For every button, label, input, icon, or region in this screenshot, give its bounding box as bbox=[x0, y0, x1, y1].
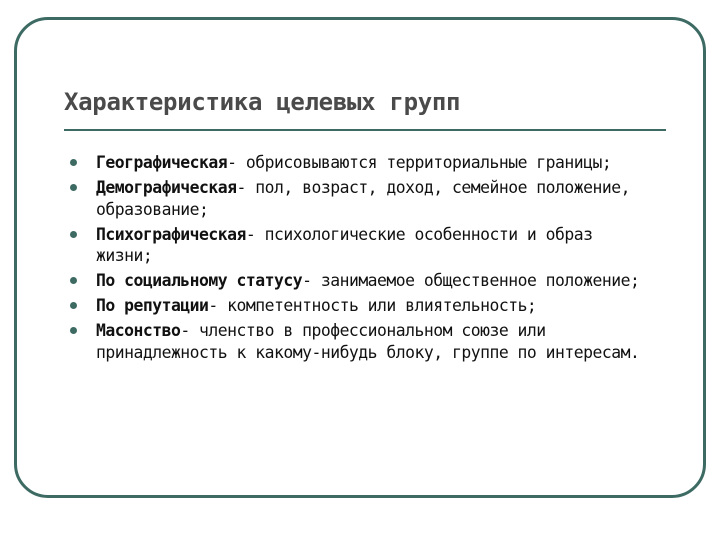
slide-title: Характеристика целевых групп bbox=[64, 88, 461, 116]
bullet-term: Демографическая bbox=[96, 178, 237, 197]
bullet-text: - психологические особенности и образ жизни; bbox=[96, 224, 593, 265]
bullet-item-social-status bbox=[70, 270, 650, 292]
bullet-item-masonry bbox=[70, 320, 650, 363]
title-underline bbox=[64, 129, 666, 131]
bullet-icon bbox=[70, 277, 77, 284]
bullet-text: - обрисовываются территориальные границы; bbox=[227, 153, 612, 172]
bullet-item-geographic bbox=[70, 152, 650, 174]
bullet-icon bbox=[70, 231, 77, 238]
bullet-text: - членство в профессиональном союзе или принадлежность к какому-нибудь блоку, группе по интересам. bbox=[96, 321, 640, 362]
bullet-term: Масонство bbox=[96, 321, 181, 340]
bullet-item-psychographic bbox=[70, 224, 650, 267]
bullet-item-demographic bbox=[70, 177, 650, 220]
bullet-list bbox=[70, 152, 650, 367]
bullet-term: По репутации bbox=[96, 296, 209, 315]
bullet-icon bbox=[70, 327, 77, 334]
bullet-item-reputation bbox=[70, 295, 650, 317]
bullet-icon bbox=[70, 184, 77, 191]
bullet-text: - компетентность или влиятельность; bbox=[208, 296, 537, 315]
bullet-text: - занимаемое общественное положение; bbox=[302, 271, 640, 290]
bullet-icon bbox=[70, 159, 77, 166]
bullet-term: Географическая bbox=[96, 153, 228, 172]
bullet-term: По социальному статусу bbox=[96, 271, 303, 290]
bullet-text: - пол, возраст, доход, семейное положение, образование; bbox=[96, 178, 630, 219]
bullet-icon bbox=[70, 302, 77, 309]
bullet-term: Психографическая bbox=[96, 224, 246, 244]
